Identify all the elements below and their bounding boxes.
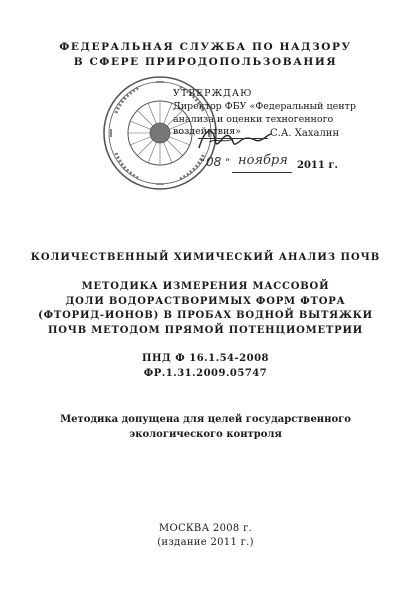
- approval-line-4: воздействия»: [173, 126, 242, 137]
- approval-label: УТВЕРЖДАЮ: [173, 88, 253, 99]
- method-line-4: ПОЧВ МЕТОДОМ ПРЯМОЙ ПОТЕНЦИОМЕТРИИ: [48, 324, 363, 336]
- agency-line-1: ФЕДЕРАЛЬНАЯ СЛУЖБА ПО НАДЗОРУ: [59, 41, 352, 53]
- approval-line-3: анализа и оценки техногенного: [173, 113, 334, 125]
- signatory-name: С.А. Хахалин: [270, 128, 340, 139]
- document-title: КОЛИЧЕСТВЕННЫЙ ХИМИЧЕСКИЙ АНАЛИЗ ПОЧВ: [30, 252, 381, 263]
- footer: [0, 522, 411, 550]
- note-line-1: Методика допущена для целей государственного: [60, 414, 351, 425]
- method-line-2: ДОЛИ ВОДОРАСТВОРИМЫХ ФОРМ ФТОРА: [65, 295, 346, 307]
- signature-line: [198, 138, 268, 139]
- method-line-1: МЕТОДИКА ИЗМЕРЕНИЯ МАССОВОЙ: [81, 281, 330, 292]
- date-line: [232, 172, 292, 173]
- note-line-2: экологического контроля: [129, 428, 282, 440]
- approval-note: [0, 413, 411, 442]
- date-month: ноября: [238, 153, 288, 168]
- date-day: 08: [206, 155, 222, 169]
- pnd-code: ПНД Ф 16.1.54-2008: [142, 353, 269, 364]
- method-line-3: (ФТОРИД-ИОНОВ) В ПРОБАХ ВОДНОЙ ВЫТЯЖКИ: [38, 310, 373, 321]
- fr-code: ФР.1.31.2009.05747: [143, 367, 268, 379]
- method-title: [0, 280, 411, 338]
- city-year: МОСКВА 2008 г.: [158, 523, 253, 534]
- date-quote-open: “: [200, 158, 206, 169]
- date-year: 2011 г.: [297, 160, 338, 171]
- approval-line-2: Директор ФБУ «Федеральный центр: [173, 101, 356, 112]
- date-quote-close: ”: [225, 158, 231, 169]
- edition-note: (издание 2011 г.): [157, 537, 254, 548]
- agency-line-2: В СФЕРЕ ПРИРОДОПОЛЬЗОВАНИЯ: [73, 56, 338, 68]
- agency-header: [0, 40, 411, 70]
- document-codes: [0, 352, 411, 381]
